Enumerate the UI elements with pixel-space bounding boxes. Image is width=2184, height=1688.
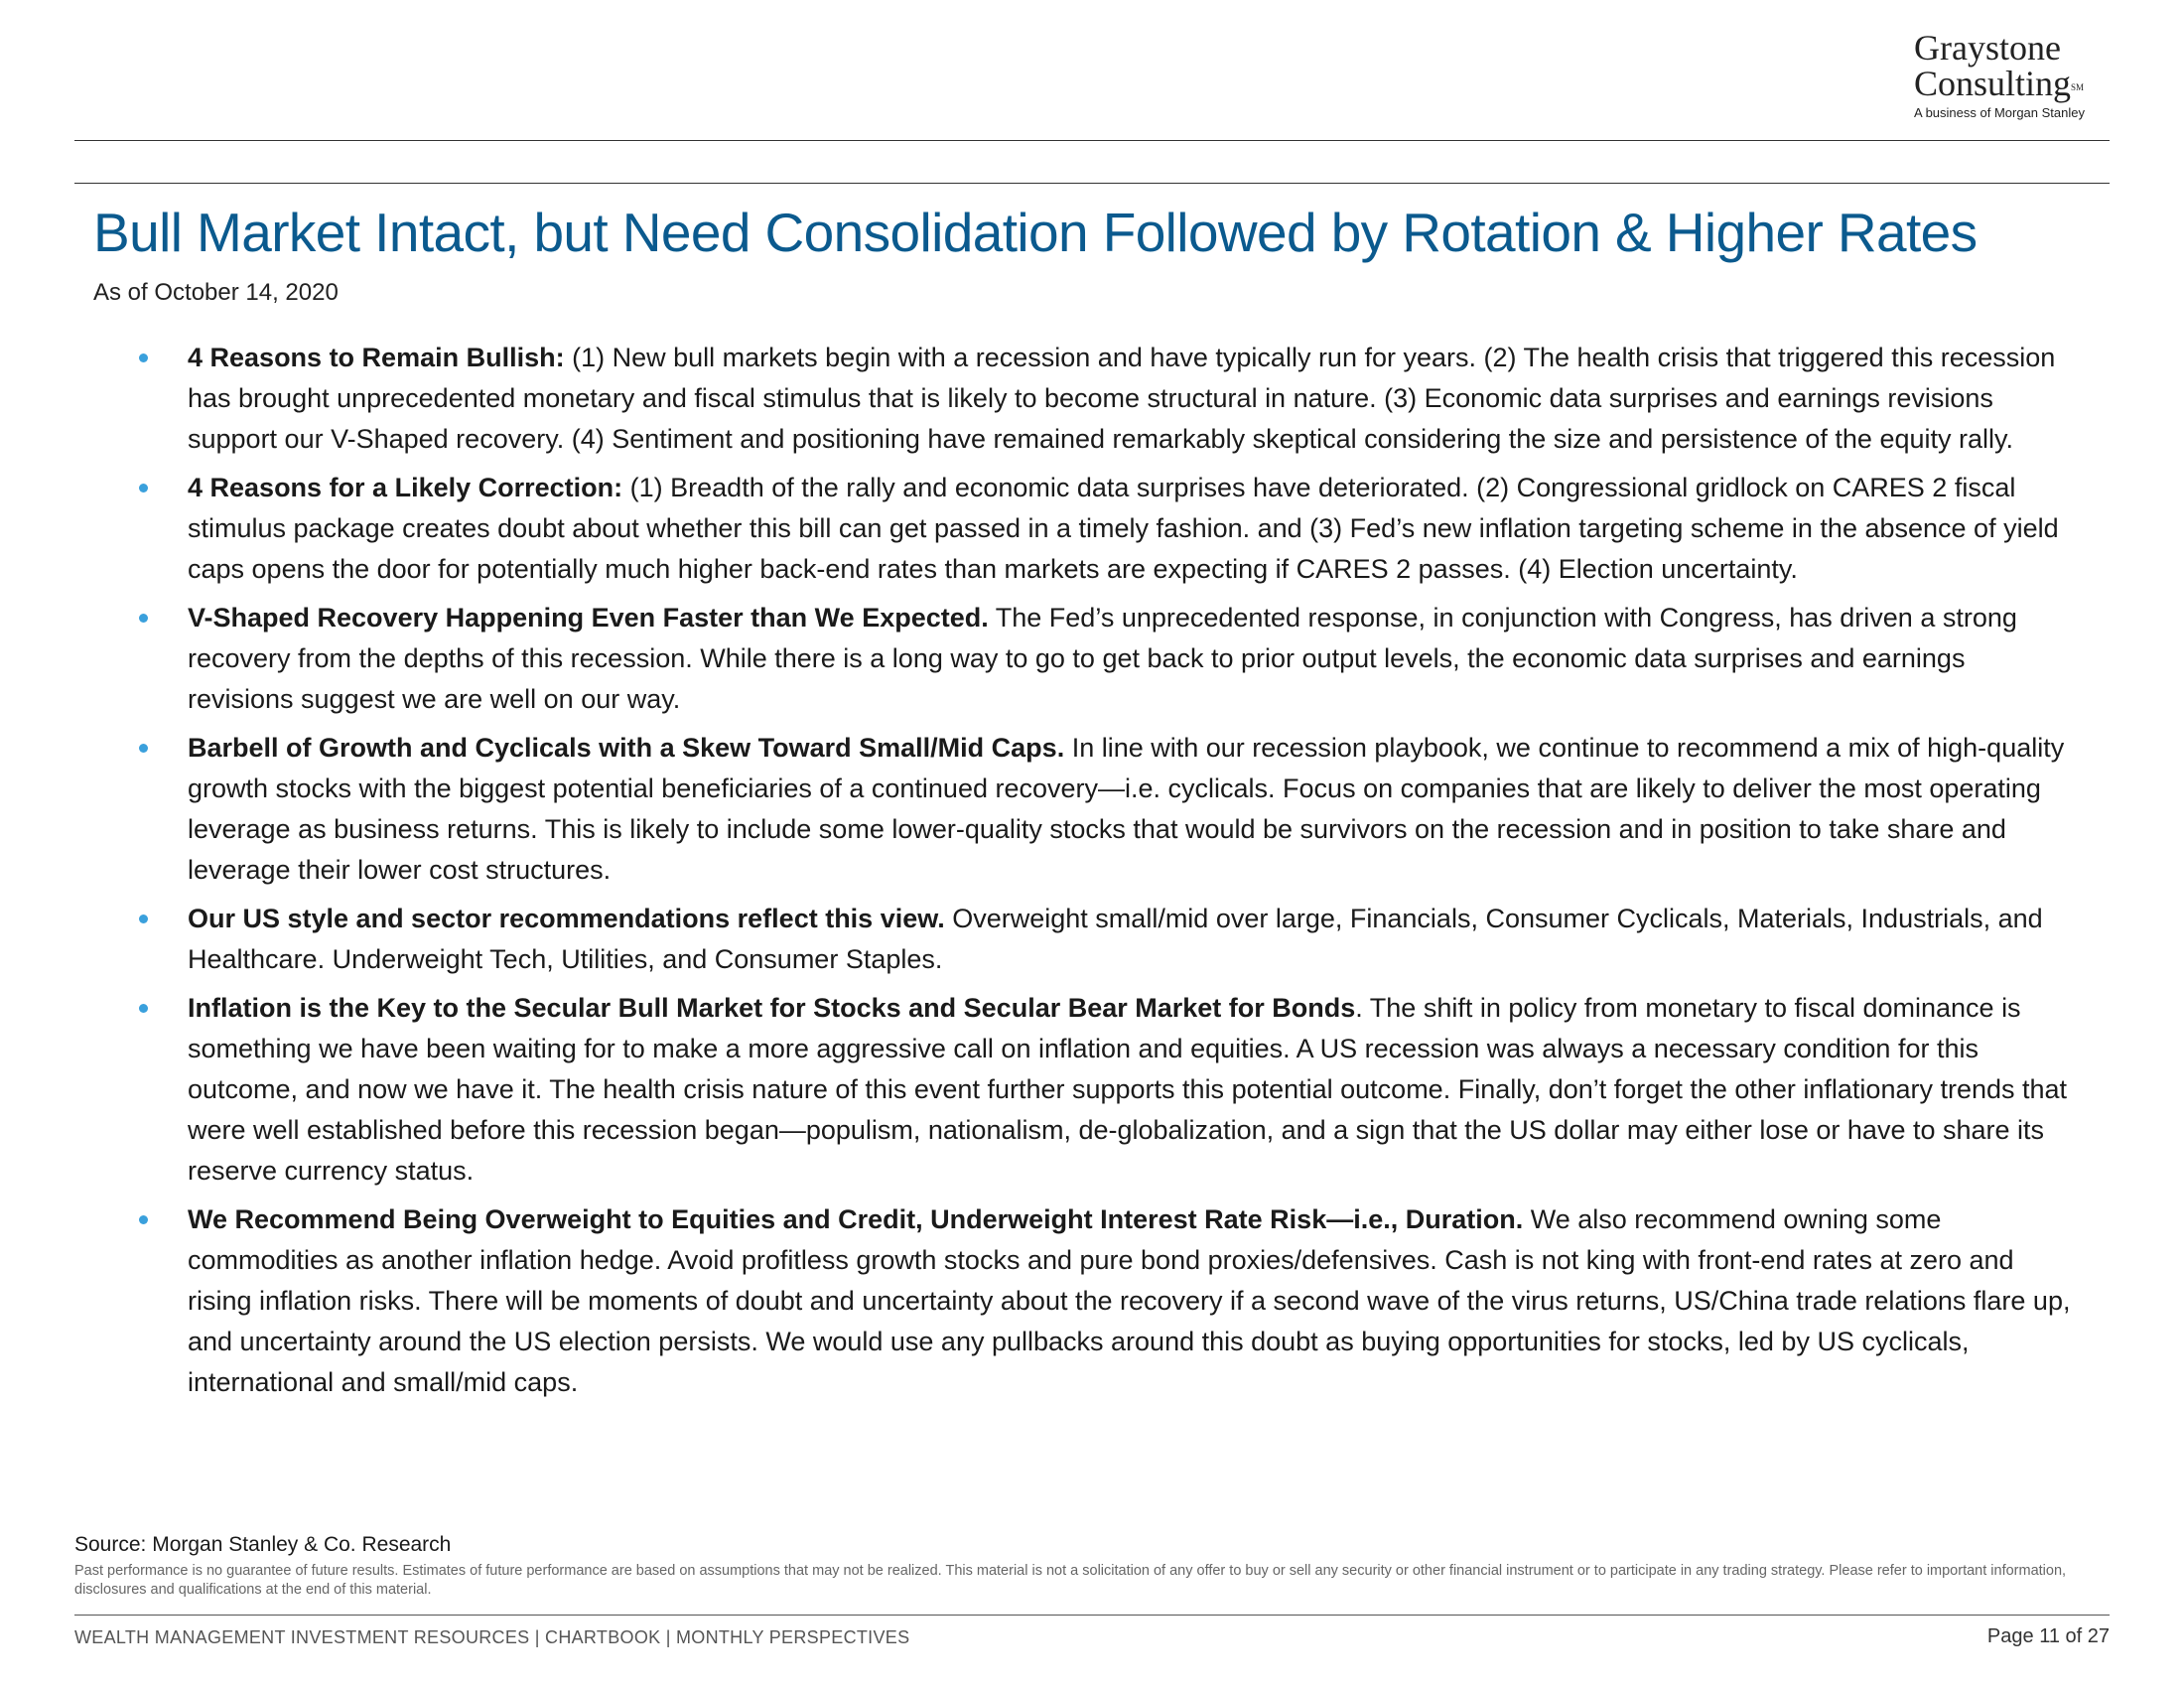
list-item xyxy=(139,899,2075,980)
list-item xyxy=(139,1199,2075,1403)
bullet-dot-icon xyxy=(139,614,148,623)
footer-rule xyxy=(74,1615,2110,1616)
disclaimer: Past performance is no guarantee of future results. Estimates of future performance are based on assumptions that may not be realized. This material is not a solicitation of any offer to buy or sell any security or other financial instrument or to participate in any trading strategy. Please refer to important information, disclosures and qualifications at the end of this material. xyxy=(74,1563,2067,1598)
list-item xyxy=(139,728,2075,891)
source-note: Source: Morgan Stanley & Co. Research xyxy=(74,1533,452,1556)
bullet-heading: Barbell of Growth and Cyclicals with a Skew Toward Small/Mid Caps. xyxy=(188,733,1065,763)
bullet-text: (1) New bull markets begin with a recession and have typically run for years. (2) The health crisis that triggered this recession has brought unprecedented monetary and fiscal stimulus that is likely to become structural in nature. (3) Economic data surprises and earnings revisions support our V-Shaped recovery. (4) Sentiment and positioning have remained remarkably skeptical considering the size and persistence of the equity rally. xyxy=(188,343,2056,454)
bullet-text: In line with our recession playbook, we continue to recommend a mix of high-quality growth stocks with the biggest potential beneficiaries of a continued recovery—i.e. cyclicals. Focus on companies that are likely to deliver the most operating leverage as business returns. This is likely to include some lower-quality stocks that would be survivors on the recession and in position to take share and leverage their lower cost structures. xyxy=(188,733,2065,885)
page-number: Page 11 of 27 xyxy=(1986,1625,2110,1647)
list-item xyxy=(139,598,2075,720)
bullet-dot-icon xyxy=(139,744,148,753)
bullet-text: Overweight small/mid over large, Financials, Consumer Cyclicals, Materials, Industrials, and Healthcare. Underweight Tech, Utilities, and Consumer Staples. xyxy=(188,904,2043,974)
header-rule-top xyxy=(74,140,2110,141)
bullet-text: We also recommend owning some commodities as another inflation hedge. Avoid profitless growth stocks and pure bond proxies/defensives. Cash is not king with front-end rates at zero and rising inflation risks. There will be moments of doubt and uncertainty about the recovery if a second wave of the virus returns, US/China trade relations flare up, and uncertainty around the US election persists. We would use any pullbacks around this doubt as buying opportunities for stocks, led by US cyclicals, international and small/mid caps. xyxy=(188,1204,2071,1397)
bullet-text: . The shift in policy from monetary to fiscal dominance is something we have been waiting for to make a more aggressive call on inflation and equities. A US recession was always a necessary condition for this outcome, and now we have it. The health crisis nature of this event further supports this potential outcome. Finally, don’t forget the other inflationary trends that were well established before this recession began—populism, nationalism, de-globalization, and a sign that the US dollar may either lose or have to share its reserve currency status. xyxy=(188,993,2068,1186)
bullet-dot-icon xyxy=(139,484,148,492)
key-points-list xyxy=(139,338,2075,1411)
header-rule-bottom xyxy=(74,183,2110,184)
logo-tagline: A business of Morgan Stanley xyxy=(1914,105,2085,120)
bullet-heading: Our US style and sector recommendations reflect this view. xyxy=(188,904,945,933)
bullet-heading: We Recommend Being Overweight to Equities and Credit, Underweight Interest Rate Risk—i.e., Duration. xyxy=(188,1204,1524,1234)
logo-line-1: Graystone xyxy=(1914,28,2061,68)
list-item xyxy=(139,468,2075,590)
logo-line-2 xyxy=(1914,66,2113,101)
as-of-date: As of October 14, 2020 xyxy=(93,279,339,306)
list-item xyxy=(139,338,2075,460)
bullet-dot-icon xyxy=(139,1004,148,1013)
bullet-heading: 4 Reasons to Remain Bullish: xyxy=(188,343,565,372)
bullet-text: (1) Breadth of the rally and economic data surprises have deteriorated. (2) Congressional gridlock on CARES 2 fiscal stimulus package creates doubt about whether this bill can get passed in a timely fashion. and (3) Fed’s new inflation targeting scheme in the absence of yield caps opens the door for potentially much higher back-end rates than markets are expecting if CARES 2 passes. (4) Election uncertainty. xyxy=(188,473,2059,584)
bullet-heading: 4 Reasons for a Likely Correction: xyxy=(188,473,623,502)
bullet-heading: V-Shaped Recovery Happening Even Faster than We Expected. xyxy=(188,603,989,633)
bullet-text: The Fed’s unprecedented response, in conjunction with Congress, has driven a strong recovery from the depths of this recession. While there is a long way to go to get back to prior output levels, the economic data surprises and earnings revisions suggest we are well on our way. xyxy=(188,603,2017,714)
logo-line-2-text: Consulting xyxy=(1914,64,2072,103)
bullet-heading: Inflation is the Key to the Secular Bull Market for Stocks and Secular Bear Market for Bonds xyxy=(188,993,1356,1023)
graystone-logo xyxy=(1914,30,2113,120)
page-title: Bull Market Intact, but Need Consolidation Followed by Rotation & Higher Rates xyxy=(93,202,1978,263)
bullet-dot-icon xyxy=(139,1215,148,1224)
list-item xyxy=(139,988,2075,1192)
service-mark: SM xyxy=(2071,82,2085,92)
bullet-dot-icon xyxy=(139,914,148,923)
footer-section-label: WEALTH MANAGEMENT INVESTMENT RESOURCES | CHARTBOOK | MONTHLY PERSPECTIVES xyxy=(74,1627,910,1647)
bullet-dot-icon xyxy=(139,353,148,362)
